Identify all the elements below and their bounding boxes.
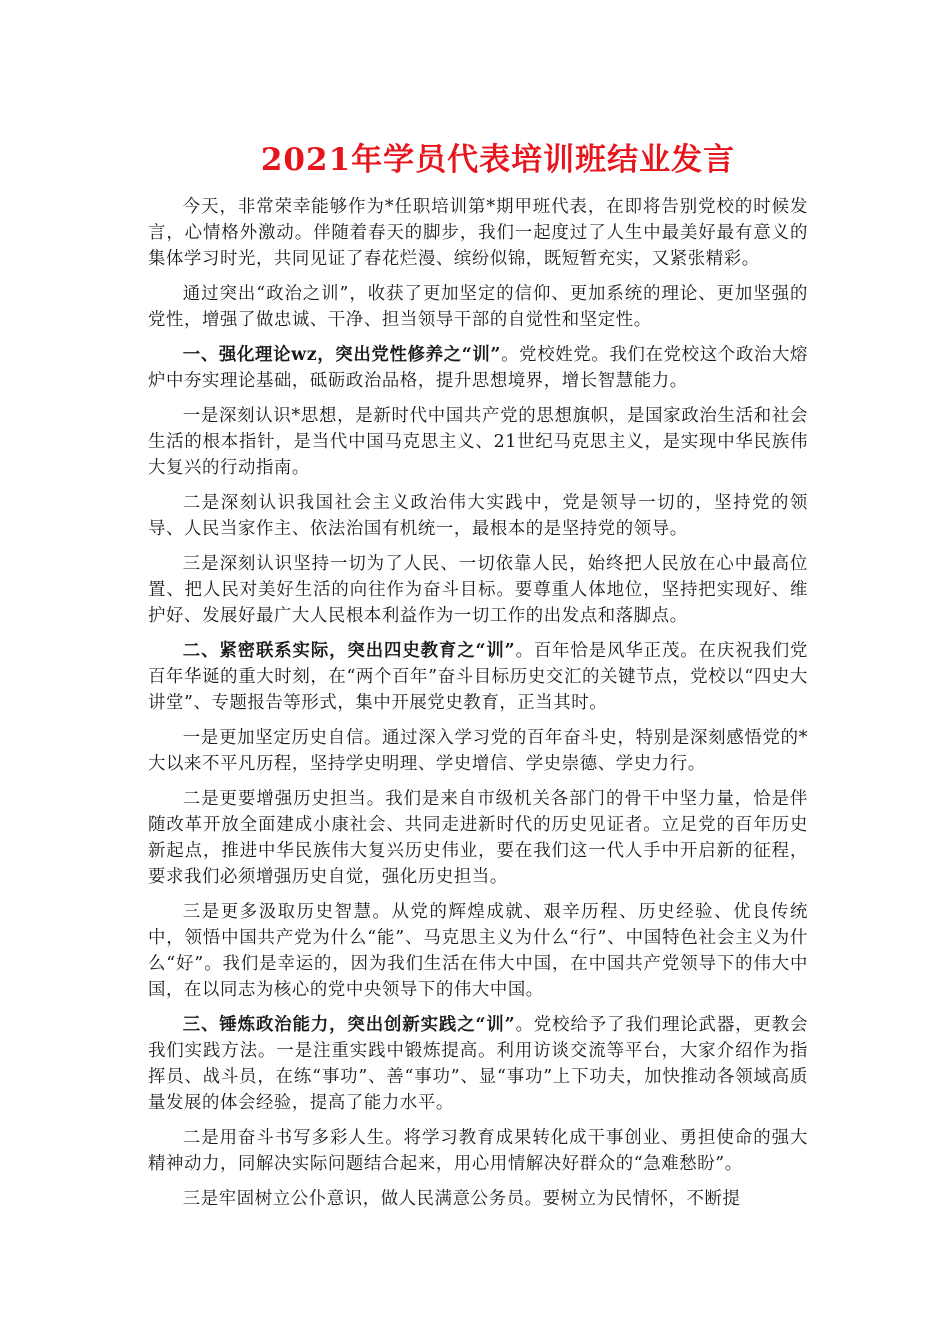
paragraph-1 (148, 194, 808, 272)
section-heading-2-text: 。百年恰是风华正茂。在庆祝我们党百年华诞的重大时刻，在“两个百年”奋斗目标历史交汇的关键节点，党校以“四史大讲堂”、专题报告等形式，集中开展党史教育，正当其时。 (148, 641, 808, 713)
paragraph-4 (148, 403, 808, 481)
paragraph-8 (148, 725, 808, 777)
document-page (148, 138, 808, 1221)
section-heading-3-bold: 三、锤炼政治能力，突出创新实践之“训” (182, 1015, 516, 1035)
paragraph-2-text: 通过突出“政治之训”，收获了更加坚定的信仰、更加系统的理论、更加坚强的党性，增强了做忠诚、干净、担当领导干部的自觉性和坚定性。 (148, 284, 808, 330)
paragraph-12 (148, 1125, 808, 1177)
paragraph-9 (148, 786, 808, 890)
paragraph-2 (148, 281, 808, 333)
paragraph-10-text: 三是更多汲取历史智慧。从党的辉煌成就、艰辛历程、历史经验、优良传统中，领悟中国共产党为什么“能”、马克思主义为什么“行”、中国特色社会主义为什么“好”。我们是幸运的，因为我们生活在伟大中国，在中国共产党领导下的伟大中国，在以同志为核心的党中央领导下的伟大中国。 (148, 902, 808, 1000)
section-heading-1 (148, 342, 808, 394)
paragraph-12-text: 二是用奋斗书写多彩人生。将学习教育成果转化成干事创业、勇担使命的强大精神动力，同解决实际问题结合起来，用心用情解决好群众的“急难愁盼”。 (148, 1128, 808, 1174)
paragraph-5-text: 二是深刻认识我国社会主义政治伟大实践中，党是领导一切的，坚持党的领导、人民当家作主、依法治国有机统一，最根本的是坚持党的领导。 (148, 493, 808, 539)
paragraph-13 (148, 1186, 808, 1212)
paragraph-4-text: 一是深刻认识*思想，是新时代中国共产党的思想旗帜，是国家政治生活和社会生活的根本指针，是当代中国马克思主义、21世纪马克思主义，是实现中华民族伟大复兴的行动指南。 (148, 406, 808, 478)
section-heading-2-bold: 二、紧密联系实际，突出四史教育之“训” (182, 641, 516, 661)
paragraph-5 (148, 490, 808, 542)
paragraph-6-text: 三是深刻认识坚持一切为了人民、一切依靠人民，始终把人民放在心中最高位置、把人民对美好生活的向往作为奋斗目标。要尊重人体地位，坚持把实现好、维护好、发展好最广大人民根本利益作为一切工作的出发点和落脚点。 (148, 554, 808, 626)
paragraph-10 (148, 899, 808, 1003)
section-heading-3 (148, 1012, 808, 1116)
section-heading-1-bold: 一、强化理论wz，突出党性修养之“训” (182, 345, 502, 365)
paragraph-9-text: 二是更要增强历史担当。我们是来自市级机关各部门的骨干中坚力量，恰是伴随改革开放全面建成小康社会、共同走进新时代的历史见证者。立足党的百年历史新起点，推进中华民族伟大复兴历史伟业，要在我们这一代人手中开启新的征程，要求我们必须增强历史自觉，强化历史担当。 (148, 789, 808, 887)
section-heading-3-text: 。党校给予了我们理论武器，更教会我们实践方法。一是注重实践中锻炼提高。利用访谈交流等平台，大家介绍作为指挥员、战斗员，在练“事功”、善“事功”、显“事功”上下功夫，加快推动各领域高质量发展的体会经验，提高了能力水平。 (148, 1015, 808, 1113)
paragraph-1-text: 今天，非常荣幸能够作为*任职培训第*期甲班代表，在即将告别党校的时候发言，心情格外激动。伴随着春天的脚步，我们一起度过了人生中最美好最有意义的集体学习时光，共同见证了春花烂漫、缤纷似锦，既短暂充实，又紧张精彩。 (148, 197, 808, 269)
paragraph-6 (148, 551, 808, 629)
section-heading-1-text: 。党校姓党。我们在党校这个政治大熔炉中夯实理论基础，砥砺政治品格，提升思想境界，增长智慧能力。 (148, 345, 808, 391)
document-title: 2021年学员代表培训班结业发言 (260, 142, 736, 178)
paragraph-13-text: 三是牢固树立公仆意识，做人民满意公务员。要树立为民情怀，不断提 (182, 1189, 741, 1209)
section-heading-2 (148, 638, 808, 716)
paragraph-8-text: 一是更加坚定历史自信。通过深入学习党的百年奋斗史，特别是深刻感悟党的*大以来不平凡历程，坚持学史明理、学史增信、学史崇德、学史力行。 (148, 728, 808, 774)
